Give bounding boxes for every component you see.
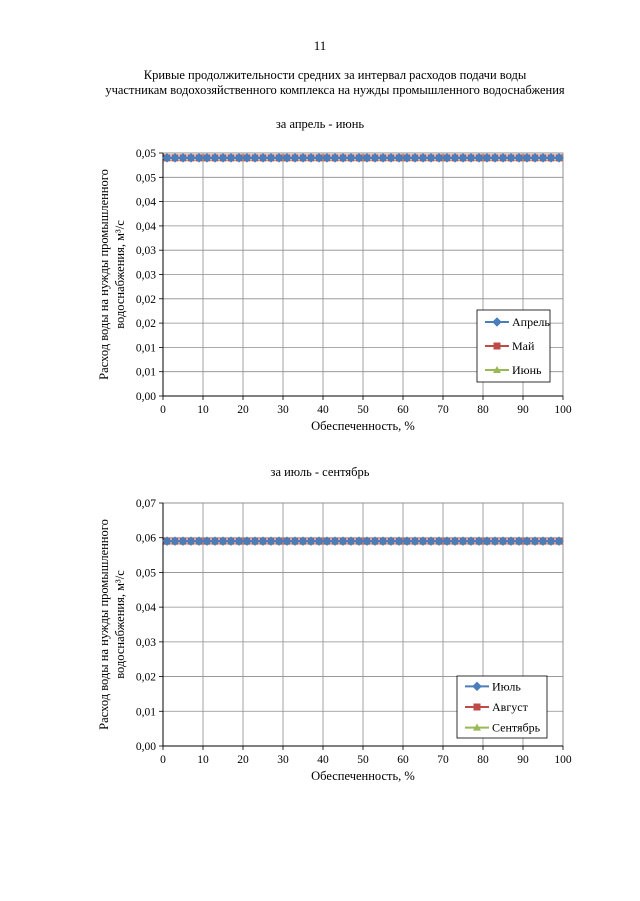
c2-ytick-label-5: 0,05 bbox=[135, 567, 156, 580]
c1-y-axis-label-line2: водоснабжения, м³/с bbox=[113, 220, 127, 329]
c2-xtick-label-8: 80 bbox=[477, 754, 489, 766]
c1-xtick-label-3: 30 bbox=[277, 404, 289, 416]
c1-ytick-label-7: 0,04 bbox=[135, 220, 156, 233]
c1-ytick-label-6: 0,03 bbox=[135, 245, 156, 258]
c1-legend-marker-2 bbox=[494, 343, 501, 350]
c2-legend bbox=[457, 676, 547, 738]
c1-legend bbox=[477, 310, 550, 382]
c1-legend-label-2: Май bbox=[512, 339, 535, 353]
chart-2-subtitle: за июль - сентябрь bbox=[270, 465, 370, 479]
c2-xtick-label-6: 60 bbox=[397, 754, 409, 766]
chart-1-subtitle: за апрель - июнь bbox=[275, 117, 365, 131]
c1-legend-label-3: Июнь bbox=[512, 363, 542, 377]
c1-legend-label-1: Апрель bbox=[512, 315, 550, 329]
c1-ytick-label-1: 0,01 bbox=[135, 366, 156, 379]
c1-xtick-label-7: 70 bbox=[437, 404, 449, 416]
c1-ytick-label-5: 0,03 bbox=[135, 269, 156, 282]
c1-xtick-label-5: 50 bbox=[357, 404, 369, 416]
c1-ytick-label-2: 0,01 bbox=[135, 342, 156, 355]
document-title bbox=[40, 68, 630, 98]
c1-xtick-label-4: 40 bbox=[317, 404, 329, 416]
c1-ytick-label-3: 0,02 bbox=[135, 318, 156, 331]
c2-legend-label-3: Сентябрь bbox=[492, 720, 541, 735]
c1-ytick-label-10: 0,05 bbox=[135, 148, 156, 160]
c2-xtick-label-10: 100 bbox=[554, 754, 572, 766]
c1-x-axis-label: Обеспеченность, % bbox=[311, 419, 415, 433]
c2-x-axis-label: Обеспеченность, % bbox=[311, 769, 415, 783]
c2-xtick-label-1: 10 bbox=[197, 754, 209, 766]
c1-xtick-label-8: 80 bbox=[477, 404, 489, 416]
c2-ytick-label-3: 0,03 bbox=[135, 636, 156, 649]
c2-ytick-label-0: 0,00 bbox=[135, 741, 156, 753]
c1-xtick-label-0: 0 bbox=[160, 404, 166, 416]
c2-ytick-label-4: 0,04 bbox=[135, 602, 156, 615]
c2-ytick-label-6: 0,06 bbox=[135, 532, 156, 545]
c2-xtick-label-9: 90 bbox=[517, 754, 529, 766]
c2-ytick-label-1: 0,01 bbox=[135, 706, 156, 719]
c1-ytick-label-4: 0,02 bbox=[135, 293, 156, 306]
c1-ytick-label-9: 0,05 bbox=[135, 172, 156, 185]
c1-xtick-label-10: 100 bbox=[554, 404, 572, 416]
c1-xtick-label-6: 60 bbox=[397, 404, 409, 416]
c2-ytick-label-2: 0,02 bbox=[135, 671, 156, 684]
chart-1-april-june bbox=[0, 140, 640, 440]
c2-legend-marker-2 bbox=[474, 704, 481, 711]
c1-xtick-label-1: 10 bbox=[197, 404, 209, 416]
c2-xtick-label-2: 20 bbox=[237, 754, 249, 766]
title-line-2: участникам водохозяйственного комплекса на нужды промышленного водоснабжения bbox=[105, 83, 565, 97]
c1-xtick-label-2: 20 bbox=[237, 404, 249, 416]
c1-ytick-label-0: 0,00 bbox=[135, 391, 156, 403]
page-number: 11 bbox=[313, 38, 327, 53]
c2-xtick-label-5: 50 bbox=[357, 754, 369, 766]
c2-legend-label-2: Август bbox=[492, 700, 528, 714]
c1-ytick-label-8: 0,04 bbox=[135, 196, 156, 209]
c2-xtick-label-3: 30 bbox=[277, 754, 289, 766]
c1-xtick-label-9: 90 bbox=[517, 404, 529, 416]
chart-2-july-september bbox=[0, 490, 640, 790]
c1-y-axis-label-line1: Расход воды на нужды промышленного bbox=[97, 169, 111, 380]
c2-xtick-label-4: 40 bbox=[317, 754, 329, 766]
c2-xtick-label-7: 70 bbox=[437, 754, 449, 766]
c2-y-axis-label-line1: Расход воды на нужды промышленного bbox=[97, 519, 111, 730]
c2-legend-label-1: Июль bbox=[492, 679, 521, 694]
c2-xtick-label-0: 0 bbox=[160, 754, 166, 766]
c2-y-axis-label-line2: водоснабжения, м³/с bbox=[113, 570, 127, 679]
title-line-1: Кривые продолжительности средних за интервал расходов подачи воды bbox=[143, 68, 527, 82]
c2-ytick-label-7: 0,07 bbox=[135, 498, 156, 510]
